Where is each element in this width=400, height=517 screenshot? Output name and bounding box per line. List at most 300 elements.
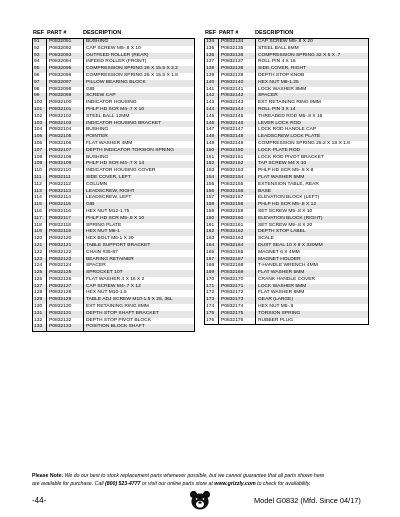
description-cell: POINTER	[86, 134, 108, 140]
part-number-cell: P0832156	[219, 189, 256, 196]
table-row	[33, 189, 194, 196]
part-number-cell: P0832096	[47, 73, 84, 80]
table-row	[33, 107, 194, 114]
ref-cell: 154	[205, 175, 219, 182]
description-cell: BUSHING	[86, 39, 109, 44]
table-row	[33, 73, 194, 80]
ref-cell: 114	[33, 195, 47, 202]
ref-cell: 143	[205, 100, 219, 107]
table-row	[205, 141, 368, 148]
table-row	[205, 318, 368, 325]
description-cell: CAP SCREW M4-.7 X 12	[86, 283, 141, 289]
table-row	[205, 46, 368, 53]
table-row	[33, 175, 194, 182]
table-row	[33, 229, 194, 236]
description-cell: SPACER	[258, 93, 278, 99]
ref-cell: 117	[33, 216, 47, 223]
description-cell: SET SCREW M5-.8 X 10	[258, 208, 313, 214]
part-number-cell: P0832135	[219, 46, 256, 53]
table-row	[33, 297, 194, 304]
ref-cell: 131	[33, 311, 47, 318]
table-header	[204, 29, 369, 38]
ref-cell: 105	[33, 134, 47, 141]
part-number-cell: P0832108	[47, 155, 84, 162]
description-cell: LOCK ROD HANDLE CAP	[258, 127, 317, 133]
ref-cell: 92	[33, 46, 47, 53]
table-row	[33, 318, 194, 325]
description-cell: SPACER	[86, 263, 106, 269]
ref-cell: 115	[33, 202, 47, 209]
part-number-cell: P0832120	[47, 236, 84, 243]
part-number-cell: P0832164	[219, 243, 256, 250]
table-row	[33, 46, 194, 53]
ref-cell: 160	[205, 216, 219, 223]
header-part: PART #	[219, 30, 239, 36]
table-row	[205, 53, 368, 60]
ref-cell: 112	[33, 182, 47, 189]
ref-cell: 157	[205, 195, 219, 202]
ref-cell: 94	[33, 59, 47, 66]
description-cell: FLAT WASHER 4MM	[86, 140, 133, 146]
table-body	[32, 38, 195, 332]
ref-cell: 162	[205, 229, 219, 236]
description-cell: GIB	[86, 86, 95, 92]
grizzly-bear-logo-icon	[189, 490, 211, 510]
ref-cell: 140	[205, 80, 219, 87]
ref-cell: 127	[33, 284, 47, 291]
part-number-cell: P0832139	[219, 73, 256, 80]
table-row	[205, 236, 368, 243]
table-row	[33, 195, 194, 202]
ref-cell: 99	[33, 93, 47, 100]
parts-table-left	[32, 29, 195, 332]
table-row	[33, 53, 194, 60]
table-row	[205, 100, 368, 107]
table-row	[33, 223, 194, 230]
table-row	[33, 155, 194, 162]
ref-cell: 149	[205, 141, 219, 148]
part-number-cell: P0832136	[219, 53, 256, 60]
part-number-cell: P0832131	[47, 311, 84, 318]
part-number-cell: P0832121	[47, 243, 84, 250]
ref-cell: 146	[205, 121, 219, 128]
part-number-cell: P0832167	[219, 257, 256, 264]
description-cell: COLUMN	[86, 181, 108, 187]
part-number-cell: P0832117	[47, 216, 84, 223]
ref-cell: 150	[205, 148, 219, 155]
table-row	[205, 39, 368, 46]
table-row	[205, 161, 368, 168]
ref-cell: 130	[33, 304, 47, 311]
part-number-cell: P0832137	[219, 59, 256, 66]
part-number-cell: P0832168	[219, 263, 256, 270]
description-cell: INDICATOR HOUSING BRACKET	[86, 120, 162, 126]
description-cell: TABLE SUPPORT BRACKET	[86, 242, 151, 248]
ref-cell: 174	[205, 304, 219, 311]
ref-cell: 175	[205, 311, 219, 318]
description-cell: ROLL PIN 4 X 16	[258, 59, 296, 65]
note-line-2c: to check for availability.	[257, 481, 311, 487]
part-number-cell: P0832173	[219, 297, 256, 304]
table-row	[33, 216, 194, 223]
part-number-cell: P0832162	[219, 229, 256, 236]
table-row	[33, 161, 194, 168]
note-line-2a: are available for purchase. Call	[32, 481, 104, 487]
ref-cell: 106	[33, 141, 47, 148]
part-number-cell: P0832157	[219, 195, 256, 202]
part-number-cell: P0832148	[219, 134, 256, 141]
part-number-cell: P0832175	[219, 311, 256, 318]
part-number-cell: P0832128	[47, 290, 84, 297]
description-cell: MAGNET 6 X 4MM	[258, 249, 300, 255]
table-row	[205, 216, 368, 223]
ref-cell: 113	[33, 189, 47, 196]
ref-cell: 107	[33, 148, 47, 155]
part-number-cell: P0832147	[219, 127, 256, 134]
part-number-cell: P0832134	[219, 39, 256, 46]
table-row	[205, 73, 368, 80]
table-row	[205, 189, 368, 196]
ref-cell: 153	[205, 168, 219, 175]
part-number-cell: P0832092	[47, 46, 84, 53]
table-row	[205, 59, 368, 66]
part-number-cell: P0832159	[219, 209, 256, 216]
ref-cell: 159	[205, 209, 219, 216]
part-number-cell: P0832116	[47, 209, 84, 216]
table-row	[205, 311, 368, 318]
part-number-cell: P0832127	[47, 284, 84, 291]
description-cell: LOCK WASHER 5MM	[258, 283, 307, 289]
ref-cell: 108	[33, 155, 47, 162]
table-row	[205, 114, 368, 121]
header-ref: REF	[205, 30, 217, 36]
part-number-cell: P0832146	[219, 121, 256, 128]
ref-cell: 165	[205, 250, 219, 257]
ref-cell: 139	[205, 73, 219, 80]
description-cell: FLAT WASHER 5MM	[258, 270, 305, 276]
part-number-cell: P0832106	[47, 141, 84, 148]
description-cell: LOCK ROD PIVOT BRACKET	[258, 154, 324, 160]
part-number-cell: P0832093	[47, 53, 84, 60]
ref-cell: 172	[205, 290, 219, 297]
part-number-cell: P0832176	[219, 318, 256, 325]
part-number-cell: P0832130	[47, 304, 84, 311]
table-row	[205, 182, 368, 189]
description-cell: DUST SEAL 10 X 8 X 320MM	[258, 242, 323, 248]
part-number-cell: P0832101	[47, 107, 84, 114]
part-number-cell: P0832114	[47, 195, 84, 202]
table-row	[33, 209, 194, 216]
part-number-cell: P0832158	[219, 202, 256, 209]
description-cell: SCALE	[258, 236, 275, 242]
description-cell: COMPRESSION SPRING 25.2 X 18 X 1.8	[258, 140, 350, 146]
description-cell: CAP SCREW M5-.8 X 10	[86, 45, 141, 51]
description-cell: PILLOW BEARING BLOCK	[86, 79, 146, 85]
part-number-cell: P0832103	[47, 121, 84, 128]
ref-cell: 103	[33, 121, 47, 128]
table-row	[205, 297, 368, 304]
part-number-cell: P0832107	[47, 148, 84, 155]
note-line-2b: or visit our online parts store at	[141, 481, 213, 487]
part-number-cell: P0832152	[219, 161, 256, 168]
ref-cell: 101	[33, 107, 47, 114]
part-number-cell: P0832169	[219, 270, 256, 277]
table-row	[205, 223, 368, 230]
table-row	[33, 59, 194, 66]
part-number-cell: P0832109	[47, 161, 84, 168]
ref-cell: 168	[205, 263, 219, 270]
ref-cell: 147	[205, 127, 219, 134]
page-number: -44-	[32, 496, 47, 505]
ref-cell: 134	[205, 39, 219, 46]
table-row	[33, 134, 194, 141]
table-row	[205, 243, 368, 250]
part-number-cell: P0832143	[219, 100, 256, 107]
description-cell: DEPTH STOP LABEL	[258, 229, 306, 235]
part-number-cell: P0832141	[219, 87, 256, 94]
part-number-cell: P0832163	[219, 236, 256, 243]
table-row	[205, 195, 368, 202]
part-number-cell: P0832100	[47, 100, 84, 107]
table-row	[205, 290, 368, 297]
ref-cell: 170	[205, 277, 219, 284]
ref-cell: 163	[205, 236, 219, 243]
description-cell: BUSHING	[86, 154, 109, 160]
ref-cell: 122	[33, 250, 47, 257]
description-cell: HEX NUT M5-.8	[258, 304, 294, 310]
note-label: Please Note:	[32, 473, 64, 479]
ref-cell: 173	[205, 297, 219, 304]
description-cell: ELEVATION BLOCK (LEFT)	[258, 195, 320, 201]
table-row	[33, 236, 194, 243]
part-number-cell: P0832122	[47, 250, 84, 257]
table-row	[33, 182, 194, 189]
part-number-cell: P0832144	[219, 107, 256, 114]
part-number-cell: P0832095	[47, 66, 84, 73]
table-row	[205, 148, 368, 155]
description-cell: EXT RETAINING RING 9MM	[258, 100, 321, 106]
description-cell: ELEVATION BLOCK (RIGHT)	[258, 215, 323, 221]
ref-cell: 111	[33, 175, 47, 182]
part-number-cell: P0832105	[47, 134, 84, 141]
ref-cell: 119	[33, 229, 47, 236]
ref-cell: 133	[33, 324, 47, 331]
table-row	[33, 87, 194, 94]
ref-cell: 97	[33, 80, 47, 87]
table-row	[205, 134, 368, 141]
part-number-cell: P0832149	[219, 141, 256, 148]
description-cell: RUBBER PLUG	[258, 317, 294, 323]
description-cell: LEADSCREW, LEFT	[86, 195, 132, 201]
part-number-cell: P0832119	[47, 229, 84, 236]
description-cell: BEARING RETAINER	[86, 256, 134, 262]
table-row	[205, 270, 368, 277]
part-number-cell: P0832138	[219, 66, 256, 73]
header-description: DESCRIPTION	[255, 30, 294, 36]
part-number-cell: P0832150	[219, 148, 256, 155]
description-cell: OUTFEED ROLLER (REAR)	[86, 52, 149, 58]
table-row	[33, 39, 194, 46]
part-number-cell: P0832170	[219, 277, 256, 284]
ref-cell: 96	[33, 73, 47, 80]
ref-cell: 121	[33, 243, 47, 250]
ref-cell: 138	[205, 66, 219, 73]
table-row	[33, 141, 194, 148]
ref-cell: 118	[33, 223, 47, 230]
table-row	[205, 93, 368, 100]
table-row	[205, 80, 368, 87]
description-cell: HEX NUT M6-1	[86, 229, 120, 235]
table-row	[205, 229, 368, 236]
ref-cell: 109	[33, 161, 47, 168]
description-cell: T-HANDLE WRENCH 4MM	[258, 263, 318, 269]
part-number-cell: P0832132	[47, 318, 84, 325]
ref-cell: 151	[205, 155, 219, 162]
description-cell: DEPTH STOP SHAFT BRACKET	[86, 310, 159, 316]
description-cell: LOCK WASHER 8MM	[258, 86, 307, 92]
header-ref: REF	[33, 30, 45, 36]
description-cell: SPRING PLATE	[86, 222, 122, 228]
part-number-cell: P0832097	[47, 80, 84, 87]
ref-cell: 91	[33, 39, 47, 46]
table-row	[33, 284, 194, 291]
table-row	[33, 93, 194, 100]
description-cell: SIDE COVER, RIGHT	[258, 66, 307, 72]
table-row	[33, 80, 194, 87]
part-number-cell: P0832153	[219, 168, 256, 175]
description-cell: BASE	[258, 188, 272, 194]
description-cell: POSITION BLOCK SHAFT	[86, 324, 145, 330]
table-header	[32, 29, 195, 38]
table-row	[33, 263, 194, 270]
part-number-cell: P0832165	[219, 250, 256, 257]
description-cell: COMPRESSION SPRING 32 X 5 X .7	[258, 52, 341, 58]
description-cell: HEX NUT M10-1.5	[86, 290, 127, 296]
description-cell: COMPRESSION SPRING 26 X 15.5 X 2.2	[86, 66, 178, 72]
table-row	[33, 270, 194, 277]
table-row	[205, 257, 368, 264]
part-number-cell: P0832115	[47, 202, 84, 209]
ref-cell: 145	[205, 114, 219, 121]
description-cell: INDICATOR HOUSING	[86, 100, 137, 106]
ref-cell: 137	[205, 59, 219, 66]
description-cell: EXT RETAINING RING 8MM	[86, 304, 149, 310]
ref-cell: 116	[33, 209, 47, 216]
description-cell: PHLP HD SCR M5-.8 X 12	[258, 202, 317, 208]
description-cell: GEAR (LARGE)	[258, 297, 294, 303]
description-cell: FLAT WASHER 4 X 16 X 2	[86, 276, 145, 282]
part-number-cell: P0832099	[47, 93, 84, 100]
description-cell: PHLP HD SCR M5-.8 X 10	[86, 215, 145, 221]
part-number-cell: P0832154	[219, 175, 256, 182]
description-cell: ROLL PIN 3 X 14	[258, 106, 296, 112]
description-cell: DEPTH STOP KNOB	[258, 72, 305, 78]
description-cell: PHLP HD SCR M4-.7 X 14	[86, 161, 145, 167]
table-body	[204, 38, 369, 325]
part-number-cell: P0832113	[47, 189, 84, 196]
ref-cell: 100	[33, 100, 47, 107]
table-row	[33, 277, 194, 284]
ref-cell: 124	[33, 263, 47, 270]
part-number-cell: P0832133	[47, 324, 84, 331]
part-number-cell: P0832129	[47, 297, 84, 304]
ref-cell: 155	[205, 182, 219, 189]
ref-cell: 129	[33, 297, 47, 304]
ref-cell: 93	[33, 53, 47, 60]
ref-cell: 152	[205, 161, 219, 168]
description-cell: LEADSCREW LOCK PLATE	[258, 134, 321, 140]
table-row	[33, 114, 194, 121]
part-number-cell: P0832140	[219, 80, 256, 87]
table-row	[33, 202, 194, 209]
description-cell: FLAT WASHER 8MM	[258, 290, 305, 296]
ref-cell: 141	[205, 87, 219, 94]
ref-cell: 110	[33, 168, 47, 175]
description-cell: CHAIN #35-87	[86, 249, 118, 255]
description-cell: LEVER LOCK ROD	[258, 120, 301, 126]
table-row	[33, 311, 194, 318]
ref-cell: 164	[205, 243, 219, 250]
part-number-cell: P0832125	[47, 270, 84, 277]
table-row	[205, 209, 368, 216]
description-cell: PHLP HD SCR M4-.7 X 10	[86, 106, 145, 112]
part-number-cell: P0832161	[219, 223, 256, 230]
description-cell: SET SCREW M5-.8 X 20	[258, 222, 313, 228]
ref-cell: 104	[33, 127, 47, 134]
description-cell: TORSION SPRING	[258, 310, 301, 316]
part-number-cell: P0832124	[47, 263, 84, 270]
part-number-cell: P0832094	[47, 59, 84, 66]
part-number-cell: P0832112	[47, 182, 84, 189]
parts-table-right	[204, 29, 369, 325]
description-cell: MAGNET HOLDER	[258, 256, 301, 262]
description-cell: SIDE COVER, LEFT	[86, 174, 131, 180]
table-row	[33, 100, 194, 107]
ref-cell: 128	[33, 290, 47, 297]
part-number-cell: P0832123	[47, 257, 84, 264]
table-row	[33, 127, 194, 134]
description-cell: CAP SCREW M5-.8 X 20	[258, 39, 313, 44]
table-row	[205, 202, 368, 209]
description-cell: HEX NUT M12-1.75	[86, 208, 130, 214]
table-row	[33, 304, 194, 311]
part-number-cell: P0832142	[219, 93, 256, 100]
ref-cell: 95	[33, 66, 47, 73]
description-cell: EXTENSION TABLE, REAR	[258, 181, 319, 187]
table-row	[205, 168, 368, 175]
description-cell: FLAT WASHER 5MM	[258, 174, 305, 180]
table-row	[33, 243, 194, 250]
ref-cell: 120	[33, 236, 47, 243]
table-row	[33, 121, 194, 128]
parts-store-link[interactable]: www.grizzly.com	[214, 481, 256, 487]
part-number-cell: P0832151	[219, 155, 256, 162]
part-number-cell: P0832110	[47, 168, 84, 175]
description-cell: THREADED ROD M5-.8 X 16	[258, 113, 323, 119]
table-row	[205, 250, 368, 257]
description-cell: COMPRESSION SPRING 26 X 15.5 X 1.8	[86, 72, 178, 78]
description-cell: HEX BOLT M6-1 X 20	[86, 236, 134, 242]
table-row	[33, 250, 194, 257]
ref-cell: 161	[205, 223, 219, 230]
table-row	[205, 66, 368, 73]
table-row	[33, 257, 194, 264]
table-row	[205, 107, 368, 114]
table-row	[205, 304, 368, 311]
table-row	[205, 155, 368, 162]
ref-cell: 176	[205, 318, 219, 325]
description-cell: SPROCKET 10T	[86, 270, 123, 276]
